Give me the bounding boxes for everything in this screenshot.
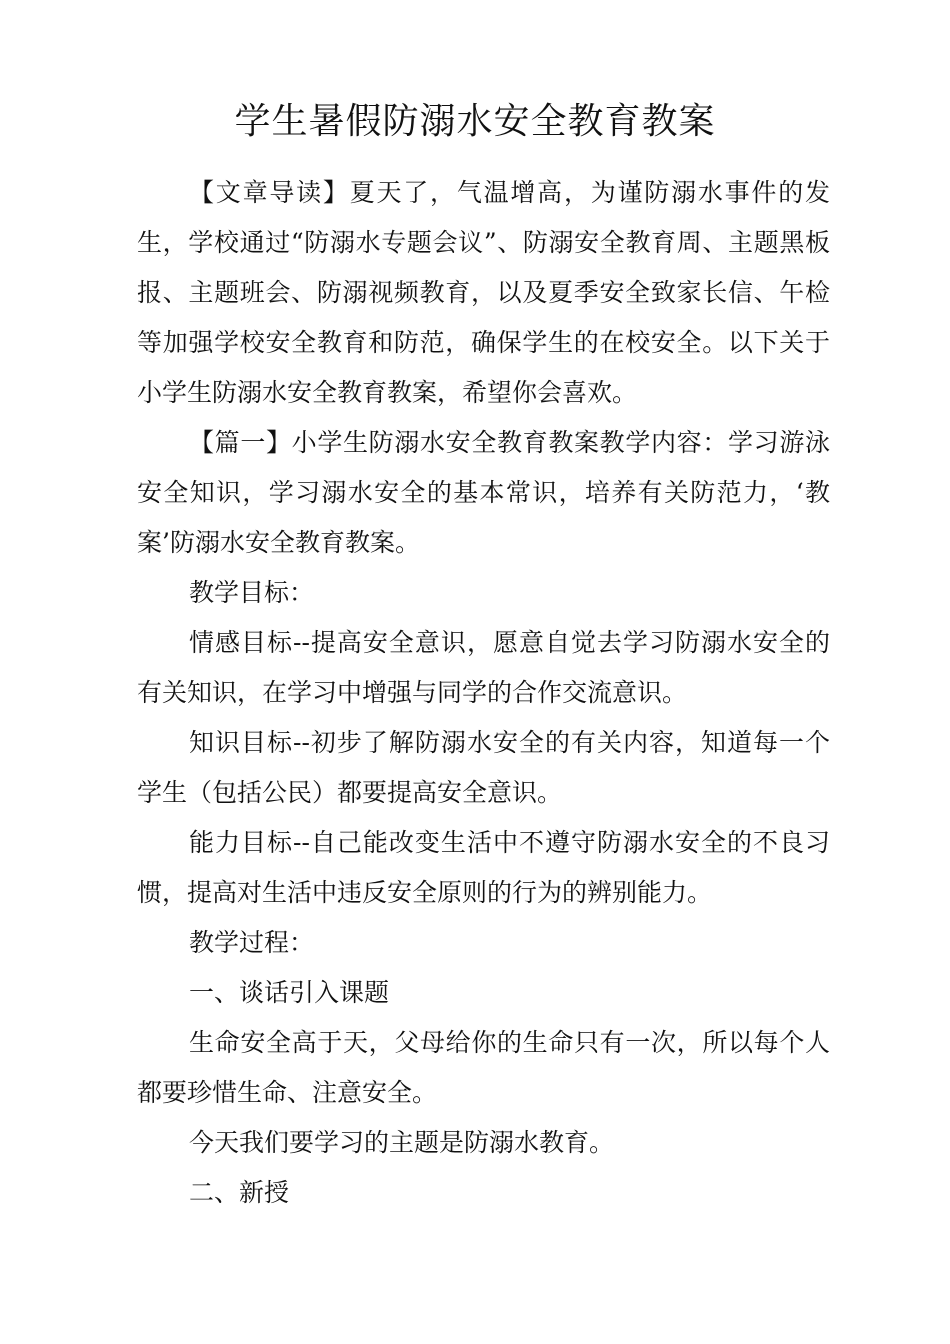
document-body [137,168,830,1218]
paragraph-section-one-heading: 一、谈话引入课题 [189,978,390,1007]
paragraph-intro: 【文章导读】夏天了，气温增高，为谨防溺水事件的发生，学校通过“防溺水专题会议”、防溺安全教育周、主题黑板报、主题班会、防溺视频教育，以及夏季安全致家长信、午检等加强学校安全教育和防范，确保学生的在校安全。以下关于小学生防溺水安全教育教案，希望你会喜欢。 [137,178,830,407]
paragraph-part-one: 【篇一】小学生防溺水安全教育教案教学内容：学习游泳安全知识，学习溺水安全的基本常识，培养有关防范力，‘教案’防溺水安全教育教案。 [137,428,830,557]
paragraph-teaching-goals-heading: 教学目标： [189,578,315,607]
page-title: 学生暑假防溺水安全教育教案 [234,101,716,142]
paragraph-today-topic: 今天我们要学习的主题是防溺水教育。 [189,1128,615,1157]
paragraph-knowledge-goal: 知识目标--初步了解防溺水安全的有关内容，知道每一个学生（包括公民）都要提高安全意识。 [137,728,830,807]
paragraph-emotional-goal: 情感目标--提高安全意识，愿意自觉去学习防溺水安全的有关知识，在学习中增强与同学的合作交流意识。 [137,628,830,707]
paragraph-section-two-heading: 二、新授 [189,1178,290,1207]
paragraph-teaching-process-heading: 教学过程： [189,928,315,957]
paragraph-ability-goal: 能力目标--自己能改变生活中不遵守防溺水安全的不良习惯，提高对生活中违反安全原则的行为的辨别能力。 [137,828,830,907]
paragraph-life-safety: 生命安全高于天，父母给你的生命只有一次，所以每个人都要珍惜生命、注意安全。 [137,1028,830,1107]
